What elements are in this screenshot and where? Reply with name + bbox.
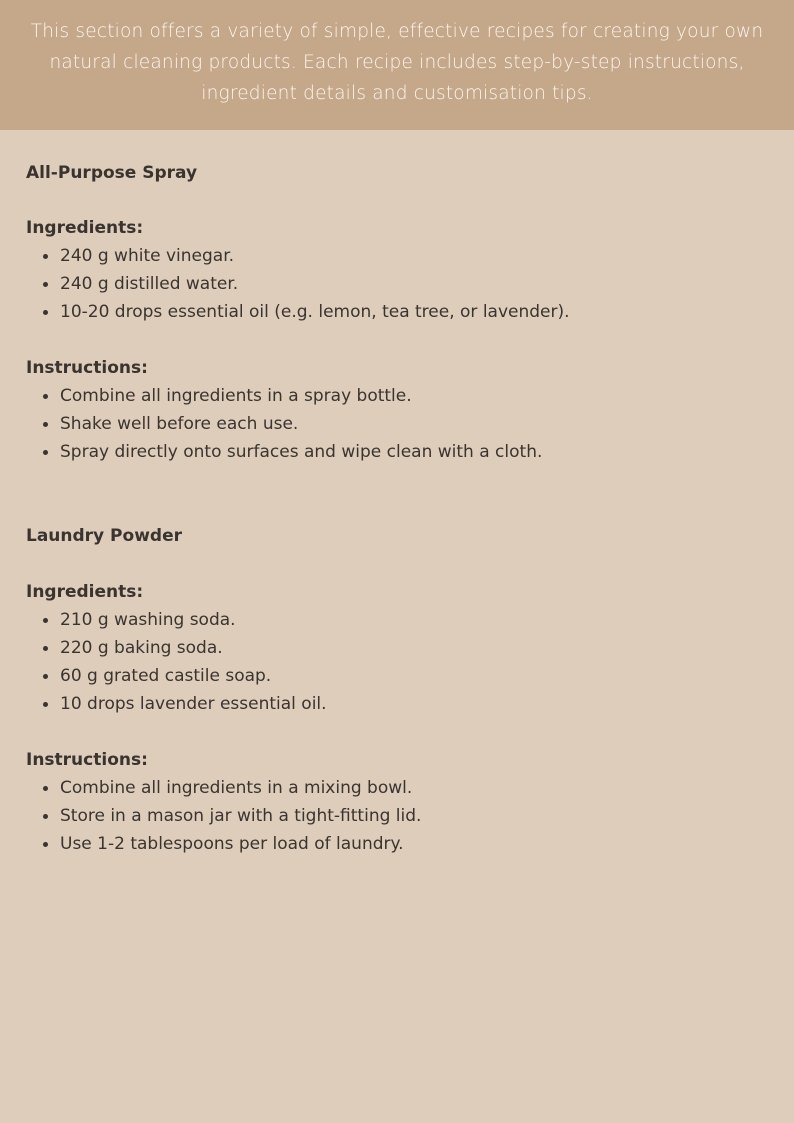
ingredients-heading: Ingredients: <box>26 582 144 602</box>
intro-text: This section offers a variety of simple, effective recipes for creating your own natural cleaning products. Each recipe includes step-by-step instructions, ingredient details and customisation tips. <box>30 21 764 104</box>
list-item: 10 drops lavender essential oil. <box>60 690 768 718</box>
ingredients-list <box>26 242 768 326</box>
list-item: Store in a mason jar with a tight-fitting lid. <box>60 802 768 830</box>
instructions-heading: Instructions: <box>26 358 148 378</box>
recipes-content <box>0 159 794 858</box>
list-item: 60 g grated castile soap. <box>60 662 768 690</box>
instructions-list <box>26 382 768 466</box>
instructions-heading: Instructions: <box>26 750 148 770</box>
recipe-title: Laundry Powder <box>26 526 182 546</box>
ingredients-list <box>26 606 768 718</box>
list-item: 210 g washing soda. <box>60 606 768 634</box>
list-item: Use 1-2 tablespoons per load of laundry. <box>60 830 768 858</box>
ingredients-heading: Ingredients: <box>26 218 144 238</box>
list-item: 240 g white vinegar. <box>60 242 768 270</box>
list-item: 240 g distilled water. <box>60 270 768 298</box>
list-item: Combine all ingredients in a mixing bowl. <box>60 774 768 802</box>
list-item: Combine all ingredients in a spray bottle. <box>60 382 768 410</box>
list-item: Shake well before each use. <box>60 410 768 438</box>
list-item: 10-20 drops essential oil (e.g. lemon, tea tree, or lavender). <box>60 298 768 326</box>
list-item: Spray directly onto surfaces and wipe clean with a cloth. <box>60 438 768 466</box>
intro-banner <box>0 0 794 130</box>
list-item: 220 g baking soda. <box>60 634 768 662</box>
instructions-list <box>26 774 768 858</box>
recipe-all-purpose-spray <box>26 159 768 466</box>
recipe-laundry-powder <box>26 522 768 858</box>
recipe-title: All-Purpose Spray <box>26 163 198 183</box>
